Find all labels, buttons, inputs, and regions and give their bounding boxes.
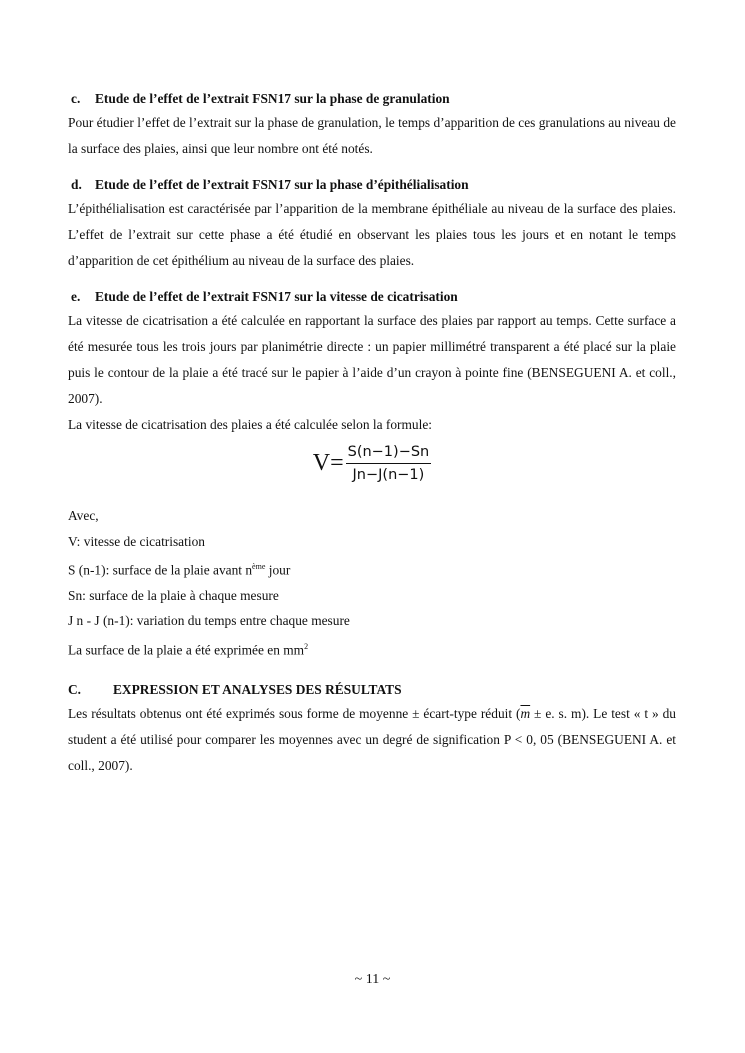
formula-intro: La vitesse de cicatrisation des plaies a été calculée selon la formule: — [68, 417, 432, 432]
section-e-heading — [71, 286, 676, 308]
definition-sn: Sn: surface de la plaie à chaque mesure — [68, 587, 279, 603]
definition-j: J n - J (n-1): variation du temps entre chaque mesure — [68, 613, 350, 629]
section-e — [68, 286, 676, 438]
section-d-letter: d. — [71, 177, 82, 192]
section-C-heading — [68, 679, 676, 701]
section-C-number: C. — [68, 681, 82, 697]
section-e-letter: e. — [71, 289, 81, 304]
section-C-body-part-2: ± e. s. m). Le test « t » du student a été utilisé pour comparer les moyennes avec un degré de signification P < 0, 05 (BENSEGUENI A. et coll., 2007). — [68, 705, 676, 773]
definition-s-superscript: ème — [252, 562, 266, 571]
definition-s — [68, 554, 676, 583]
definition-s-suffix: jour — [265, 562, 291, 578]
page-number: ~ 11 ~ — [354, 972, 391, 987]
definition-unit-prefix: La surface de la plaie a été exprimée en mm — [68, 642, 305, 658]
section-e-body: La vitesse de cicatrisation a été calculée en rapportant la surface des plaies par rapport au temps. Cette surface a été mesurée tous les trois jours par planimétrie directe : un papier millimétré transparent a été placé sur la plaie puis le contour de la plaie a été tracé sur le papier à l’aide d’un crayon à pointe fine (BENSEGUENI A. et coll., 2007). — [68, 313, 676, 406]
section-C-body — [68, 701, 676, 779]
section-d-body: L’épithélialisation est caractérisée par l’apparition de la membrane épithéliale au niveau de la surface des plaies. L’effet de l’extrait sur cette phase a été étudié en observant les plaies tous les jours et en notant le temps d’apparition de cet épithélium au niveau de la surface des plaies. — [68, 201, 676, 268]
mean-symbol: $\overline{m}$ — [520, 705, 531, 721]
section-c-letter: c. — [71, 91, 81, 106]
section-C-title: EXPRESSION ET ANALYSES DES RÉSULTATS — [113, 681, 402, 697]
section-d-heading — [71, 174, 676, 196]
formula-numerator: S(n−1)−Sn — [346, 444, 432, 464]
definition-s-prefix: S (n-1): surface de la plaie avant n — [68, 562, 253, 578]
section-c-heading — [71, 88, 676, 110]
definition-unit-superscript: 2 — [304, 641, 309, 651]
document-page — [68, 88, 676, 779]
section-d-title: Etude de l’effet de l’extrait FSN17 sur la phase d’épithélialisation — [95, 177, 469, 192]
velocity-formula — [68, 444, 676, 483]
section-d — [68, 174, 676, 274]
formula-fraction — [346, 444, 432, 483]
section-c-body: Pour étudier l’effet de l’extrait sur la phase de granulation, le temps d’apparition de ces granulations au niveau de la surface des plaies, ainsi que leur nombre ont été notés. — [68, 115, 676, 156]
formula-lhs: V= — [312, 450, 344, 476]
definition-v: V: vitesse de cicatrisation — [68, 533, 205, 549]
formula-denominator: Jn−J(n−1) — [352, 467, 425, 483]
section-C-body-part-1: Les résultats obtenus ont été exprimés sous forme de moyenne ± écart-type réduit ( — [68, 705, 521, 721]
formula-definitions — [68, 503, 676, 663]
section-e-title: Etude de l’effet de l’extrait FSN17 sur la vitesse de cicatrisation — [95, 289, 458, 304]
section-c-title: Etude de l’effet de l’extrait FSN17 sur la phase de granulation — [95, 91, 450, 106]
definition-unit — [68, 634, 676, 663]
section-c — [68, 88, 676, 162]
definition-avec: Avec, — [68, 508, 99, 523]
